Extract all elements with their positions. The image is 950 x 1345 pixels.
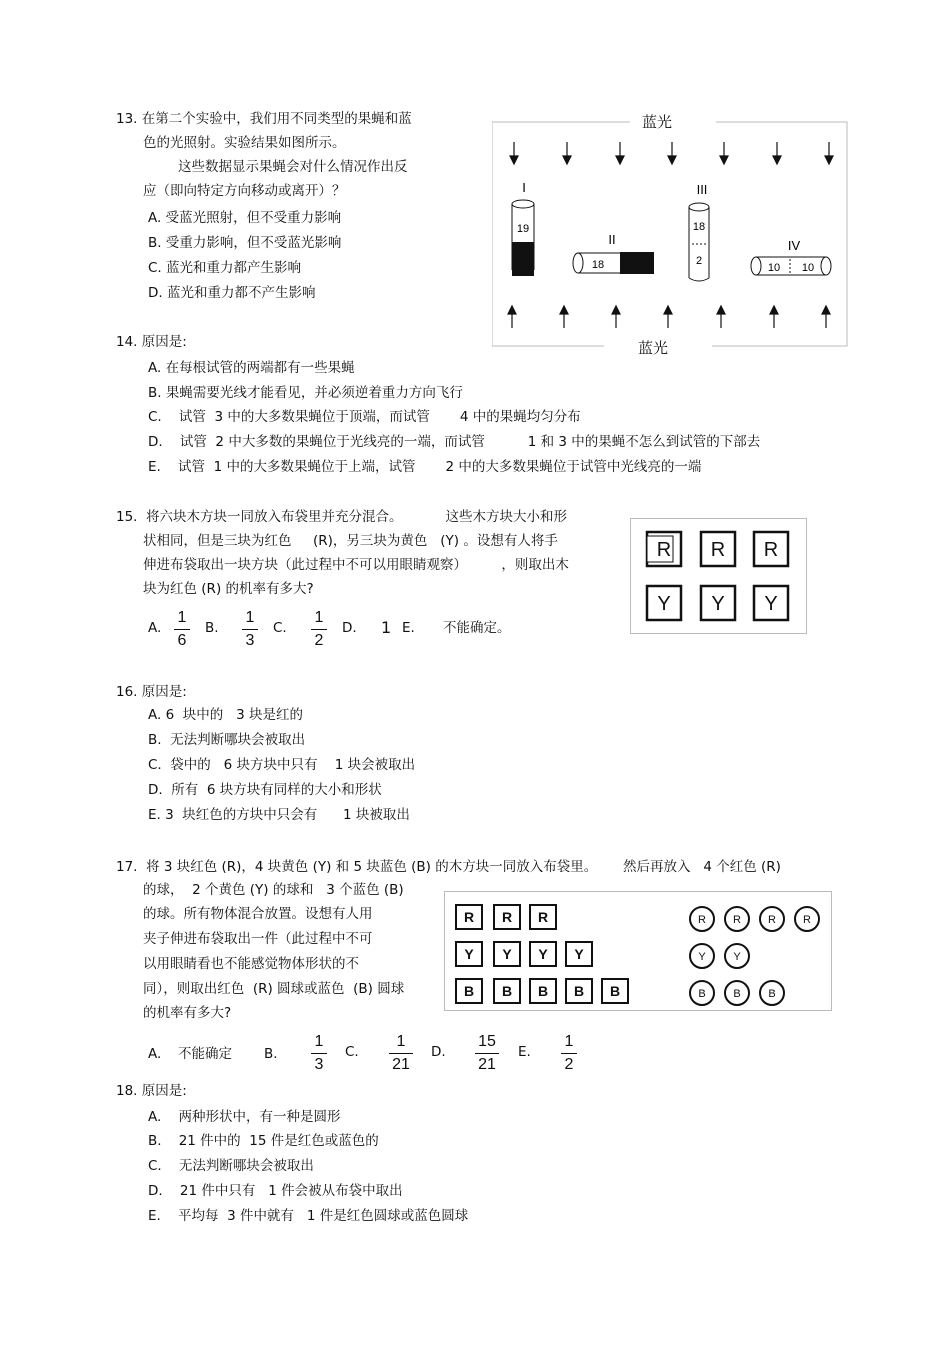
q15-option-a-fraction: 1 6 bbox=[174, 608, 190, 651]
q15-stem-line-4: 块为红色 (R) 的机率有多大? bbox=[143, 581, 314, 597]
square-y-1: Y bbox=[464, 946, 474, 962]
ball-r-1: R bbox=[698, 914, 706, 926]
q17-option-e-fraction: 1 2 bbox=[561, 1032, 577, 1075]
tube-3-count-top: 18 bbox=[692, 221, 706, 233]
q18-option-b: B. 21 件中的 15 件是红色或蓝色的 bbox=[148, 1133, 379, 1149]
q14-stem: 14. 原因是: bbox=[116, 334, 187, 350]
block-yellow-2: Y bbox=[711, 593, 725, 615]
square-y-3: Y bbox=[538, 946, 548, 962]
q15-option-a-label: A. bbox=[148, 620, 162, 636]
square-b-5: B bbox=[609, 983, 621, 999]
q17-option-d-fraction: 15 21 bbox=[475, 1032, 499, 1075]
square-b-4: B bbox=[573, 983, 585, 999]
q17-stem-line-1: 17. 将 3 块红色 (R)，4 块黄色 (Y) 和 5 块蓝色 (B) 的木方块一同放入布袋里。 然后再放入 4 个红色 (R) bbox=[116, 859, 781, 875]
q17-option-a-text: 不能确定 bbox=[178, 1046, 232, 1062]
q17-option-b-label: B. bbox=[264, 1046, 278, 1062]
q15-option-c-label: C. bbox=[273, 620, 287, 636]
ball-r-3: R bbox=[768, 914, 776, 926]
ball-b-1: B bbox=[698, 988, 706, 1000]
q17-stem-line-2: 的球， 2 个黄色 (Y) 的球和 3 个蓝色 (B) bbox=[143, 882, 404, 898]
q15-option-b-label: B. bbox=[205, 620, 219, 636]
block-red-1: R bbox=[656, 539, 672, 561]
q15-stem-line-1: 15. 将六块木方块一同放入布袋里并充分混合。 这些木方块大小和形 bbox=[116, 509, 567, 525]
q16-option-b: B. 无法判断哪块会被取出 bbox=[148, 732, 306, 748]
q17-stem-line-7: 的机率有多大? bbox=[143, 1005, 232, 1021]
q16-option-c: C. 袋中的 6 块方块中只有 1 块会被取出 bbox=[148, 757, 416, 773]
q16-option-e: E. 3 块红色的方块中只会有 1 块被取出 bbox=[148, 807, 410, 823]
q14-option-e: E. 试管 1 中的大多数果蝇位于上端，试管 2 中的大多数果蝇位于试管中光线亮的一端 bbox=[148, 459, 702, 475]
tube-2-label: II bbox=[608, 232, 616, 247]
tube-4-count-right: 10 bbox=[801, 262, 815, 274]
tube-1-label: I bbox=[522, 180, 526, 195]
q17-stem-line-4: 夹子伸进布袋取出一件（此过程中不可 bbox=[143, 931, 373, 947]
q14-option-b: B. 果蝇需要光线才能看见，并必须逆着重力方向飞行 bbox=[148, 385, 463, 401]
q17-stem-line-3: 的球。所有物体混合放置。设想有人用 bbox=[143, 906, 373, 922]
square-r-3: R bbox=[537, 909, 549, 925]
q17-stem-line-6: 同），则取出红色 (R) 圆球或蓝色 (B) 圆球 bbox=[143, 981, 405, 997]
q13-stem-line-2: 色的光照射。实验结果如图所示。 bbox=[143, 135, 346, 151]
q18-option-d: D. 21 件中只有 1 件会被从布袋中取出 bbox=[148, 1183, 403, 1199]
q13-option-c: C. 蓝光和重力都产生影响 bbox=[148, 260, 302, 276]
q17-option-e-label: E. bbox=[518, 1044, 531, 1060]
tube-1-count: 19 bbox=[516, 223, 530, 235]
q15-stem-line-2: 状相同，但是三块为红色 (R)，另三块为黄色 (Y) 。设想有人将手 bbox=[143, 533, 558, 549]
fruit-fly-experiment-figure bbox=[492, 108, 848, 360]
square-b-2: B bbox=[501, 983, 513, 999]
q18-option-c: C. 无法判断哪块会被取出 bbox=[148, 1158, 314, 1174]
ball-y-1: Y bbox=[698, 951, 706, 963]
square-y-2: Y bbox=[502, 946, 512, 962]
tube-3-label: III bbox=[696, 182, 708, 197]
tube-4-count-left: 10 bbox=[767, 262, 781, 274]
q13-option-d: D. 蓝光和重力都不产生影响 bbox=[148, 285, 316, 301]
q17-stem-line-5: 以用眼睛看也不能感觉物体形状的不 bbox=[143, 956, 359, 972]
q13-option-a: A. 受蓝光照射，但不受重力影响 bbox=[148, 210, 342, 226]
q13-stem-line-4: 应（即向特定方向移动或离开）？ bbox=[143, 183, 346, 199]
q15-option-d-value: 1 bbox=[381, 618, 392, 637]
q17-option-c-fraction: 1 21 bbox=[389, 1032, 413, 1075]
square-r-2: R bbox=[501, 909, 513, 925]
q18-option-e: E. 平均每 3 件中就有 1 件是红色圆球或蓝色圆球 bbox=[148, 1208, 469, 1224]
q13-option-b: B. 受重力影响，但不受蓝光影响 bbox=[148, 235, 342, 251]
q17-option-a-label: A. bbox=[148, 1046, 162, 1062]
blue-light-label-top: 蓝光 bbox=[642, 113, 673, 131]
block-red-2: R bbox=[710, 539, 726, 561]
q17-option-d-label: D. bbox=[431, 1044, 446, 1060]
q15-stem-line-3: 伸进布袋取出一块方块（此过程中不可以用眼睛观察） ，则取出木 bbox=[143, 557, 569, 573]
q14-option-a: A. 在每根试管的两端都有一些果蝇 bbox=[148, 360, 355, 376]
q17-option-b-fraction: 1 3 bbox=[311, 1032, 327, 1075]
q16-stem: 16. 原因是: bbox=[116, 684, 187, 700]
q17-objects-figure bbox=[444, 891, 832, 1011]
square-y-4: Y bbox=[574, 946, 584, 962]
square-r-1: R bbox=[463, 909, 475, 925]
q16-option-a: A. 6 块中的 3 块是红的 bbox=[148, 707, 304, 723]
tube-3-count-bottom: 2 bbox=[695, 255, 703, 267]
q15-option-e-text: 不能确定。 bbox=[443, 620, 511, 636]
q15-option-c-fraction: 1 2 bbox=[311, 608, 327, 651]
q13-stem-line-3: 这些数据显示果蝇会对什么情况作出反 bbox=[178, 159, 408, 175]
q17-option-c-label: C. bbox=[345, 1044, 359, 1060]
q15-blocks-figure bbox=[630, 518, 807, 634]
q16-option-d: D. 所有 6 块方块有同样的大小和形状 bbox=[148, 782, 382, 798]
ball-r-2: R bbox=[733, 914, 741, 926]
q15-option-b-fraction: 1 3 bbox=[242, 608, 258, 651]
ball-b-2: B bbox=[733, 988, 741, 1000]
ball-y-2: Y bbox=[733, 951, 741, 963]
tube-4-label: IV bbox=[787, 238, 801, 253]
q15-option-e-label: E. bbox=[402, 620, 415, 636]
q13-stem-line-1: 13. 在第二个实验中，我们用不同类型的果蝇和蓝 bbox=[116, 111, 412, 127]
q14-option-c: C. 试管 3 中的大多数果蝇位于顶端，而试管 4 中的果蝇均匀分布 bbox=[148, 409, 581, 425]
ball-b-3: B bbox=[768, 988, 776, 1000]
block-yellow-1: Y bbox=[657, 593, 671, 615]
blue-light-label-bottom: 蓝光 bbox=[638, 339, 669, 357]
square-b-1: B bbox=[463, 983, 475, 999]
q18-stem: 18. 原因是: bbox=[116, 1083, 187, 1099]
tube-2-count: 18 bbox=[591, 259, 605, 271]
block-red-3: R bbox=[763, 539, 779, 561]
q18-option-a: A. 两种形状中，有一种是圆形 bbox=[148, 1109, 341, 1125]
block-yellow-3: Y bbox=[764, 593, 778, 615]
ball-r-4: R bbox=[803, 914, 811, 926]
square-b-3: B bbox=[537, 983, 549, 999]
q14-option-d: D. 试管 2 中大多数的果蝇位于光线亮的一端，而试管 1 和 3 中的果蝇不怎么到试管的下部去 bbox=[148, 434, 761, 450]
q15-option-d-label: D. bbox=[342, 620, 357, 636]
